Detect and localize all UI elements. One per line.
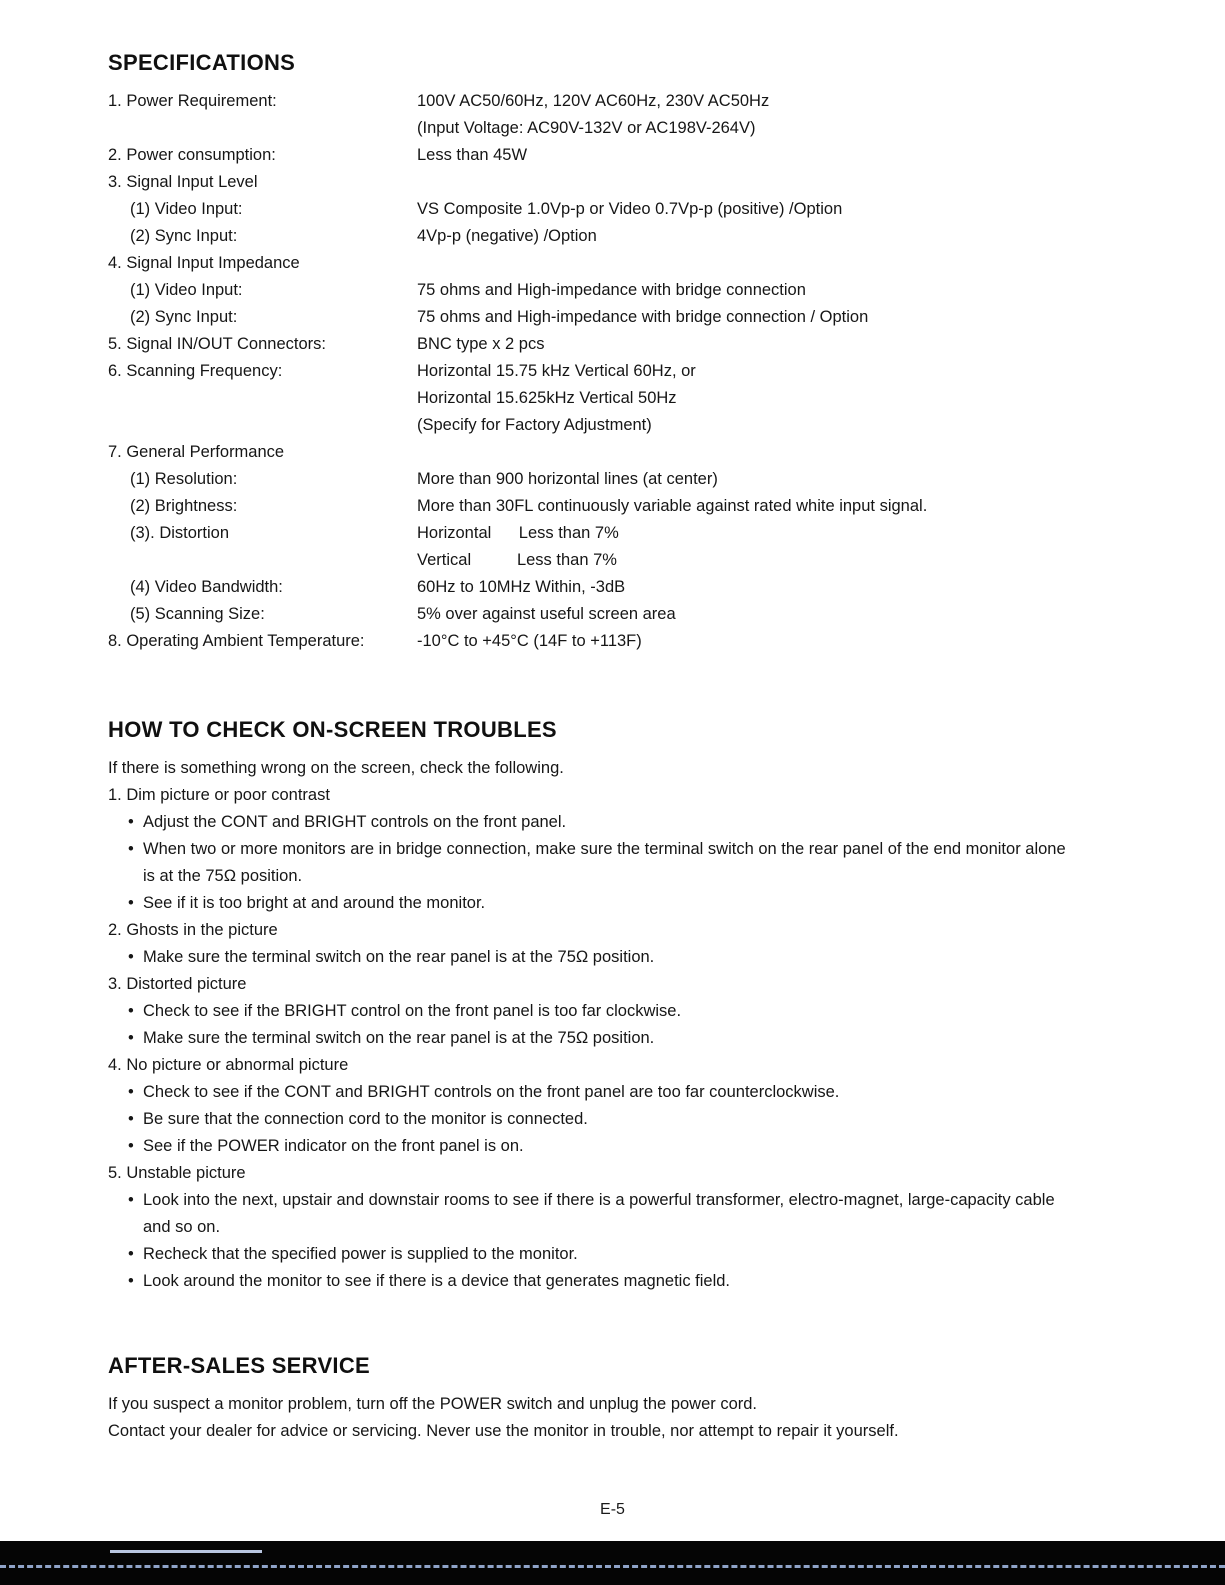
spec-label: (4) Video Bandwidth: <box>130 578 283 596</box>
bullet-text: See if it is too bright at and around the monitor. <box>143 894 486 912</box>
spec-value: Horizontal 15.75 kHz Vertical 60Hz, or <box>417 362 696 380</box>
service-line: If you suspect a monitor problem, turn off the POWER switch and unplug the power cord. <box>108 1395 758 1413</box>
bullet-item <box>108 998 1075 1025</box>
bullet-text: Recheck that the specified power is supplied to the monitor. <box>143 1245 578 1263</box>
spec-label: (3). Distortion <box>130 524 230 542</box>
bullet-text: Look around the monitor to see if there is a device that generates magnetic field. <box>143 1272 731 1290</box>
trouble-group <box>108 971 1075 1052</box>
spec-label: 8. Operating Ambient Temperature: <box>108 632 365 650</box>
spec-label: (5) Scanning Size: <box>130 605 265 623</box>
bullet-item <box>108 1025 1075 1052</box>
bullet-icon: • <box>128 1272 134 1290</box>
bullet-item <box>108 1079 1075 1106</box>
spec-label: 5. Signal IN/OUT Connectors: <box>108 335 326 353</box>
spec-label: (1) Resolution: <box>130 470 238 488</box>
bullet-text: See if the POWER indicator on the front panel is on. <box>143 1137 524 1155</box>
spec-values <box>417 277 1075 304</box>
bullet-text: Make sure the terminal switch on the rear panel is at the 75Ω position. <box>143 948 655 966</box>
spec-values <box>417 628 1075 655</box>
spec-value: 4Vp-p (negative) /Option <box>417 227 597 245</box>
bullet-icon: • <box>128 1137 134 1155</box>
bullet-icon: • <box>128 1110 134 1128</box>
bullet-text: Check to see if the CONT and BRIGHT controls on the front panel are too far counterclockwise. <box>143 1083 840 1101</box>
bullet-item <box>108 1241 1075 1268</box>
trouble-group <box>108 782 1075 917</box>
spec-row <box>108 88 1075 142</box>
troubles-title: HOW TO CHECK ON-SCREEN TROUBLES <box>108 717 557 742</box>
specifications-title: SPECIFICATIONS <box>108 50 296 75</box>
spec-value: 75 ohms and High-impedance with bridge connection / Option <box>417 308 869 326</box>
trouble-heading: 4. No picture or abnormal picture <box>108 1056 349 1074</box>
spec-label: (1) Video Input: <box>130 281 243 299</box>
spec-value: 60Hz to 10MHz Within, -3dB <box>417 578 626 596</box>
spec-label: (2) Sync Input: <box>130 227 238 245</box>
spec-values <box>417 466 1075 493</box>
spec-value: 5% over against useful screen area <box>417 605 676 623</box>
spec-row <box>108 304 1075 331</box>
bullet-text: Be sure that the connection cord to the monitor is connected. <box>143 1110 588 1128</box>
spec-value: 75 ohms and High-impedance with bridge connection <box>417 281 806 299</box>
bullet-item <box>108 1133 1075 1160</box>
spec-value: More than 30FL continuously variable against rated white input signal. <box>417 497 928 515</box>
bullet-icon: • <box>128 1191 134 1209</box>
bullet-icon: • <box>128 1002 134 1020</box>
bullet-item <box>108 1268 1075 1295</box>
spec-label: (2) Brightness: <box>130 497 238 515</box>
bullet-item <box>108 1187 1075 1241</box>
trouble-group <box>108 917 1075 971</box>
service-lines <box>108 1391 1075 1445</box>
spec-label: 2. Power consumption: <box>108 146 276 164</box>
spec-value: Less than 45W <box>417 146 528 164</box>
spec-values <box>417 493 1075 520</box>
spec-value: -10°C to +45°C (14F to +113F) <box>417 632 642 650</box>
troubles-section <box>108 717 1075 1295</box>
spec-row <box>108 466 1075 493</box>
bullet-text: Look into the next, upstair and downstair rooms to see if there is a powerful transformer, electro-magnet, large-capacity cable and so on. <box>143 1191 1055 1236</box>
spec-list <box>108 88 1075 655</box>
scan-dashed-line <box>0 1565 1225 1568</box>
spec-value: VS Composite 1.0Vp-p or Video 0.7Vp-p (positive) /Option <box>417 200 843 218</box>
spec-values <box>417 142 1075 169</box>
spec-value: 100V AC50/60Hz, 120V AC60Hz, 230V AC50Hz <box>417 92 770 110</box>
scan-solid-line <box>110 1550 262 1553</box>
spec-label: 7. General Performance <box>108 443 285 461</box>
spec-values <box>417 358 1075 439</box>
spec-row <box>108 142 1075 169</box>
spec-value: More than 900 horizontal lines (at center) <box>417 470 718 488</box>
spec-value: Horizontal Less than 7% <box>417 524 619 542</box>
bullet-item <box>108 944 1075 971</box>
spec-value: Horizontal 15.625kHz Vertical 50Hz <box>417 389 677 407</box>
spec-values <box>417 331 1075 358</box>
bullet-icon: • <box>128 894 134 912</box>
spec-values <box>417 88 1075 142</box>
trouble-heading: 1. Dim picture or poor contrast <box>108 786 330 804</box>
spec-label: (1) Video Input: <box>130 200 243 218</box>
spec-row <box>108 574 1075 601</box>
spec-values <box>417 223 1075 250</box>
spec-row <box>108 439 1075 466</box>
bullet-text: Adjust the CONT and BRIGHT controls on the front panel. <box>143 813 567 831</box>
spec-row <box>108 331 1075 358</box>
trouble-list <box>108 782 1075 1295</box>
spec-value: Vertical Less than 7% <box>417 551 617 569</box>
trouble-group <box>108 1052 1075 1160</box>
spec-values <box>417 574 1075 601</box>
spec-row <box>108 628 1075 655</box>
troubles-intro: If there is something wrong on the screen, check the following. <box>108 759 564 777</box>
spec-row <box>108 601 1075 628</box>
spec-row <box>108 250 1075 277</box>
spec-label: 6. Scanning Frequency: <box>108 362 283 380</box>
bullet-item <box>108 1106 1075 1133</box>
spec-row <box>108 169 1075 196</box>
bullet-icon: • <box>128 840 134 858</box>
bullet-text: When two or more monitors are in bridge connection, make sure the terminal switch on the rear panel of the end monitor alone is at the 75Ω position. <box>143 840 1066 885</box>
spec-row <box>108 277 1075 304</box>
page-footer: E-5 <box>600 1501 625 1518</box>
bullet-text: Make sure the terminal switch on the rear panel is at the 75Ω position. <box>143 1029 655 1047</box>
bullet-icon: • <box>128 1029 134 1047</box>
spec-row <box>108 196 1075 223</box>
spec-value: (Input Voltage: AC90V-132V or AC198V-264V) <box>417 119 756 137</box>
bullet-text: Check to see if the BRIGHT control on the front panel is too far clockwise. <box>143 1002 682 1020</box>
trouble-group <box>108 1160 1075 1295</box>
trouble-heading: 3. Distorted picture <box>108 975 247 993</box>
spec-row <box>108 358 1075 439</box>
spec-values <box>417 304 1075 331</box>
spec-values <box>417 520 1075 574</box>
spec-label: 4. Signal Input Impedance <box>108 254 300 272</box>
service-section <box>108 1353 1075 1445</box>
spec-row <box>108 520 1075 574</box>
bullet-item <box>108 809 1075 836</box>
spec-value: (Specify for Factory Adjustment) <box>417 416 652 434</box>
scan-artifact-bar <box>0 1541 1225 1585</box>
spec-row <box>108 223 1075 250</box>
bullet-icon: • <box>128 813 134 831</box>
service-line: Contact your dealer for advice or servicing. Never use the monitor in trouble, nor attempt to repair it yourself. <box>108 1422 899 1440</box>
spec-label: 1. Power Requirement: <box>108 92 277 110</box>
bullet-icon: • <box>128 1245 134 1263</box>
spec-values <box>417 196 1075 223</box>
bullet-icon: • <box>128 948 134 966</box>
spec-value: BNC type x 2 pcs <box>417 335 545 353</box>
trouble-heading: 5. Unstable picture <box>108 1164 246 1182</box>
bullet-icon: • <box>128 1083 134 1101</box>
spec-label: 3. Signal Input Level <box>108 173 258 191</box>
service-title: AFTER-SALES SERVICE <box>108 1353 370 1378</box>
spec-values <box>417 601 1075 628</box>
bullet-item <box>108 890 1075 917</box>
spec-section <box>108 50 1075 655</box>
bullet-item <box>108 836 1075 890</box>
trouble-heading: 2. Ghosts in the picture <box>108 921 278 939</box>
spec-row <box>108 493 1075 520</box>
spec-label: (2) Sync Input: <box>130 308 238 326</box>
